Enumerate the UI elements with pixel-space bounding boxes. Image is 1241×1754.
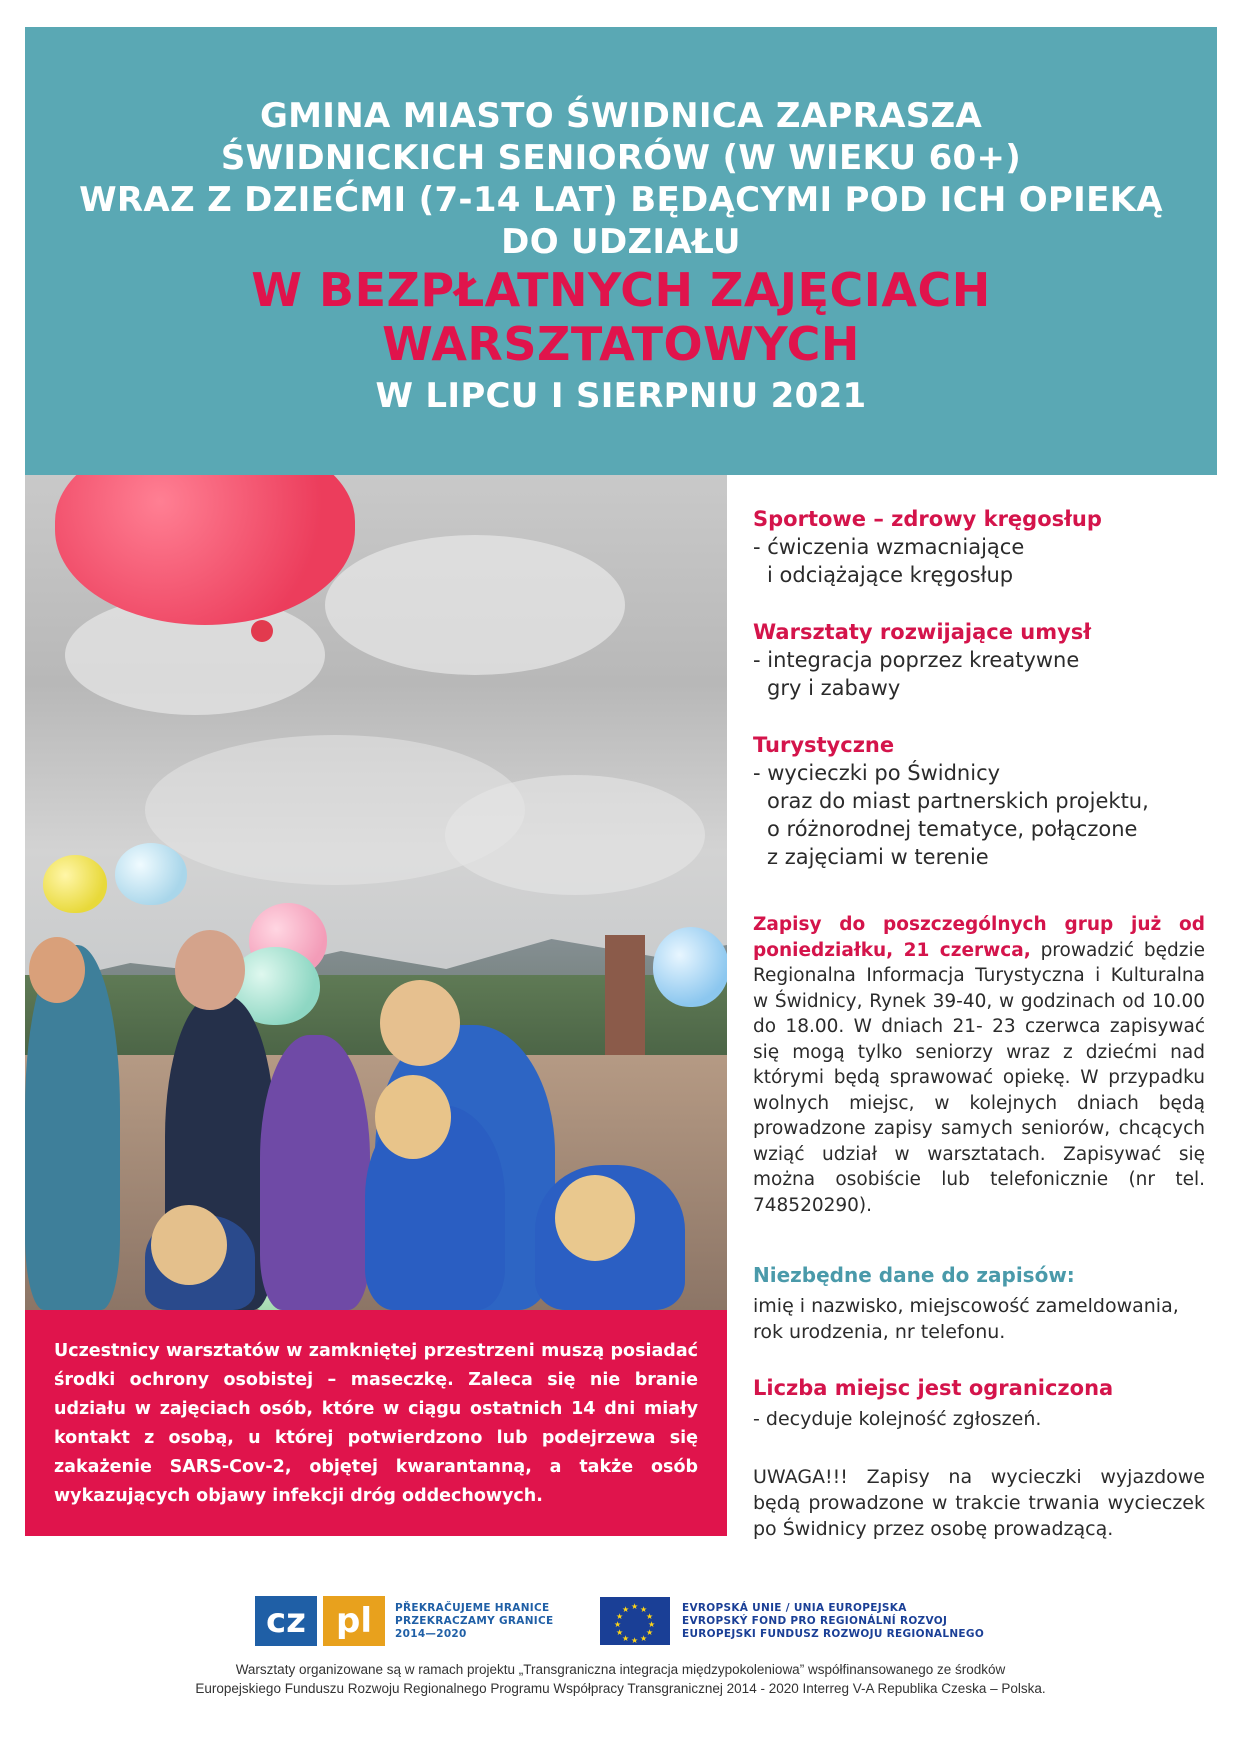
header-line-3: WRAZ Z DZIEĆMI (7-14 LAT) BĘDĄCYMI POD ICH OPIEKĄ	[79, 180, 1163, 220]
section-tour-line-3: o różnorodnej tematyce, połączone	[767, 817, 1138, 841]
header-line-4: DO UDZIAŁU	[501, 222, 741, 262]
footer-line-1: Warsztaty organizowane są w ramach projektu „Transgraniczna integracja międzypokoleniowa” współfinansowanego ze środków	[235, 1662, 1006, 1677]
section-tour	[753, 731, 1205, 871]
section-tour-line-2: oraz do miast partnerskich projektu,	[767, 789, 1149, 813]
covid-warning-text: Uczestnicy warsztatów w zamkniętej przestrzeni muszą posiadać środki ochrony osobistej – maseczkę. Zaleca się nie branie udziału w zajęciach osób, które w ciągu ostatnich 14 dni miały kontakt z osobą, u której potwierdzono lub podejrzewa się zakażenie SARS-Cov-2, objętej kwarantanną, a także osób wykazujących objawy infekcji dróg oddechowych.	[54, 1341, 698, 1506]
balloon-blue	[653, 927, 727, 1007]
photo-seniors-children-balloons	[25, 475, 727, 1310]
eu-line-1: EVROPSKÁ UNIE / UNIA EUROPEJSKA	[682, 1601, 907, 1614]
limited-title: Liczba miejsc jest ograniczona	[753, 1376, 1114, 1400]
eu-line-3: EUROPEJSKI FUNDUSZ ROZWOJU REGIONALNEGO	[682, 1627, 985, 1640]
eu-line-2: EVROPSKÝ FOND PRO REGIONÁLNÍ ROZVOJ	[682, 1614, 948, 1627]
header-banner	[25, 27, 1217, 475]
required-data-text: imię i nazwisko, miejscowość zameldowania, rok urodzenia, nr telefonu.	[753, 1295, 1179, 1343]
covid-warning-box	[25, 1310, 727, 1536]
footer-funding-note	[40, 1660, 1201, 1698]
section-tour-line-1: - wycieczki po Świdnicy	[753, 761, 1001, 785]
balloon-red	[55, 475, 355, 625]
czpl-line-2: PRZEKRACZAMY GRANICE	[395, 1614, 554, 1627]
header-line-2: ŚWIDNICKICH SENIORÓW (W WIEKU 60+)	[220, 138, 1022, 178]
required-data-title: Niezbędne dane do zapisów:	[753, 1263, 1075, 1287]
czpl-logo	[255, 1595, 553, 1647]
section-sport-line-1: - ćwiczenia wzmacniające	[753, 535, 1025, 559]
section-mind-line-1: - integracja poprzez kreatywne	[753, 648, 1080, 672]
required-data-section	[753, 1261, 1205, 1345]
czpl-line-1: PŘEKRAČUJEME HRANICE	[395, 1601, 550, 1614]
registration-highlight: Zapisy do poszczególnych grup już od poniedziałku, 21 czerwca,	[753, 914, 1205, 961]
logo-cz-text: cz	[255, 1596, 317, 1646]
section-sport-title: Sportowe – zdrowy kręgosłup	[753, 507, 1102, 531]
section-sport-line-2: i odciążające kręgosłup	[767, 563, 1014, 587]
balloon-yellow	[43, 855, 107, 913]
header-date: W LIPCU I SIERPNIU 2021	[375, 376, 867, 416]
note-paragraph: UWAGA!!! Zapisy na wycieczki wyjazdowe będą prowadzone w trakcie trwania wycieczek po Świdnicy przez osobę prowadzącą.	[753, 1466, 1205, 1540]
limited-text: - decyduje kolejność zgłoszeń.	[753, 1408, 1042, 1430]
section-mind	[753, 618, 1205, 702]
balloon-light-blue	[115, 843, 187, 905]
section-mind-title: Warsztaty rozwijające umysł	[753, 620, 1092, 644]
eu-flag-icon: ★ ★ ★ ★ ★ ★ ★ ★ ★ ★ ★ ★	[600, 1597, 670, 1645]
registration-paragraph	[753, 912, 1205, 1218]
limited-section	[753, 1374, 1205, 1432]
header-red-line-2: WARSZTATOWYCH	[382, 317, 860, 371]
tower-shape	[605, 935, 645, 1055]
header-line-1: GMINA MIASTO ŚWIDNICA ZAPRASZA	[259, 96, 983, 136]
header-red-line-1: W BEZPŁATNYCH ZAJĘCIACH	[251, 263, 991, 317]
section-mind-line-2: gry i zabawy	[767, 676, 901, 700]
section-tour-title: Turystyczne	[753, 733, 895, 757]
section-sport	[753, 505, 1205, 589]
eu-logo	[600, 1597, 984, 1645]
czpl-line-3: 2014—2020	[395, 1627, 467, 1640]
section-tour-line-4: z zajęciami w terenie	[767, 845, 989, 869]
footer-line-2: Europejskiego Funduszu Rozwoju Regionalnego Programu Współpracy Transgranicznej 2014 - 2020 Interreg V-A Republika Czeska – Polska.	[195, 1681, 1046, 1696]
registration-body: prowadzić będzie Regionalna Informacja Turystyczna i Kulturalna w Świdnicy, Rynek 39-40, w godzinach od 10.00 do 18.00. W dniach 21- 23 czerwca zapisywać się mogą tylko seniorzy wraz z dziećmi nad którymi będą sprawować opiekę. W przypadku wolnych miejsc, w kolejnych dniach będą prowadzone zapisy samych seniorów, chcących wziąć udział w warsztatach. Zapisywać się można osobiście lub telefonicznie (nr tel. 748520290).	[753, 939, 1205, 1216]
logo-pl-text: pl	[323, 1596, 385, 1646]
